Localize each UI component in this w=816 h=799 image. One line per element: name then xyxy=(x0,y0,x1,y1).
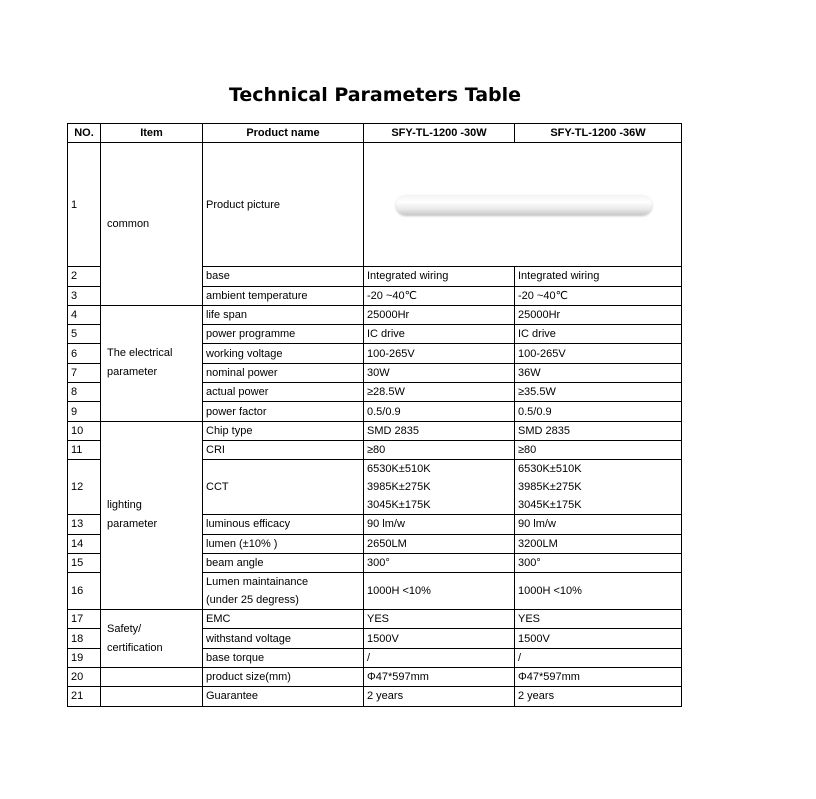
cct-value: 3045K±175K xyxy=(518,499,582,512)
row-no: 4 xyxy=(68,305,101,324)
row-value-36w: IC drive xyxy=(515,325,682,344)
row-param-name: power programme xyxy=(203,325,364,344)
row-value-36w: 2 years xyxy=(515,687,682,706)
category-lighting xyxy=(101,421,203,609)
row-value-30w: 2650LM xyxy=(364,534,515,553)
row-value-30w: YES xyxy=(364,610,515,629)
row-param-name: base torque xyxy=(203,648,364,667)
row-param-name: product size(mm) xyxy=(203,668,364,687)
table-row xyxy=(68,305,682,324)
table-row xyxy=(68,610,682,629)
row-value-36w: 1000H <10% xyxy=(515,573,682,610)
row-no: 6 xyxy=(68,344,101,363)
cct-value: 3985K±275K xyxy=(518,481,582,494)
row-no: 14 xyxy=(68,534,101,553)
category-label-line1: Safety/ xyxy=(107,622,142,635)
cct-value: 3045K±175K xyxy=(367,499,431,512)
cct-value: 6530K±510K xyxy=(518,463,582,476)
category-electrical xyxy=(101,305,203,421)
row-value-36w: 90 lm/w xyxy=(515,515,682,534)
row-no: 18 xyxy=(68,629,101,648)
row-value-30w: 0.5/0.9 xyxy=(364,402,515,421)
header-model-36w: SFY-TL-1200 -36W xyxy=(515,124,682,143)
row-value-36w xyxy=(515,460,682,515)
row-item-empty xyxy=(101,687,203,706)
row-value-30w xyxy=(364,460,515,515)
page-title: Technical Parameters Table xyxy=(228,84,522,106)
row-no: 2 xyxy=(68,267,101,286)
row-value-36w: ≥35.5W xyxy=(515,383,682,402)
row-value-30w: 90 lm/w xyxy=(364,515,515,534)
row-param-name: lumen (±10% ) xyxy=(203,534,364,553)
row-value-36w: Φ47*597mm xyxy=(515,668,682,687)
param-name-line2: (under 25 degress) xyxy=(206,594,299,607)
table-row xyxy=(68,143,682,267)
header-row xyxy=(68,124,682,143)
row-value-30w: 100-265V xyxy=(364,344,515,363)
row-no: 19 xyxy=(68,648,101,667)
row-value-30w: Φ47*597mm xyxy=(364,668,515,687)
category-label-line2: parameter xyxy=(107,366,158,379)
row-value-30w: -20 ~40℃ xyxy=(364,286,515,305)
row-value-36w: ≥80 xyxy=(515,440,682,459)
table-row xyxy=(68,421,682,440)
row-param-name: nominal power xyxy=(203,363,364,382)
category-label: common xyxy=(107,217,150,230)
row-param-name: base xyxy=(203,267,364,286)
row-value-36w: SMD 2835 xyxy=(515,421,682,440)
cct-value: 6530K±510K xyxy=(367,463,431,476)
row-param-name: Chip type xyxy=(203,421,364,440)
row-value-30w: ≥80 xyxy=(364,440,515,459)
row-param-name: actual power xyxy=(203,383,364,402)
row-value-30w: / xyxy=(364,648,515,667)
row-value-36w: -20 ~40℃ xyxy=(515,286,682,305)
row-value-30w: IC drive xyxy=(364,325,515,344)
product-picture-cell xyxy=(364,143,682,267)
header-product-name: Product name xyxy=(203,124,364,143)
row-param-name: life span xyxy=(203,305,364,324)
row-no: 12 xyxy=(68,460,101,515)
category-safety xyxy=(101,610,203,668)
row-value-30w: 1000H <10% xyxy=(364,573,515,610)
row-value-36w: / xyxy=(515,648,682,667)
row-no: 20 xyxy=(68,668,101,687)
row-value-36w: 36W xyxy=(515,363,682,382)
row-no: 13 xyxy=(68,515,101,534)
row-value-36w: Integrated wiring xyxy=(515,267,682,286)
row-no: 16 xyxy=(68,573,101,610)
row-param-name: Product picture xyxy=(203,143,364,267)
row-no: 7 xyxy=(68,363,101,382)
row-value-36w: 3200LM xyxy=(515,534,682,553)
row-param-name xyxy=(203,573,364,610)
row-param-name: luminous efficacy xyxy=(203,515,364,534)
row-param-name: power factor xyxy=(203,402,364,421)
row-no: 9 xyxy=(68,402,101,421)
row-value-36w: 300° xyxy=(515,553,682,572)
row-no: 17 xyxy=(68,610,101,629)
category-label-line1: lighting xyxy=(107,499,142,512)
row-value-30w: 30W xyxy=(364,363,515,382)
row-param-name: CRI xyxy=(203,440,364,459)
row-value-30w: 1500V xyxy=(364,629,515,648)
row-no: 3 xyxy=(68,286,101,305)
table-row xyxy=(68,687,682,706)
row-no: 1 xyxy=(68,143,101,267)
row-param-name: EMC xyxy=(203,610,364,629)
row-value-36w: 1500V xyxy=(515,629,682,648)
header-model-30w: SFY-TL-1200 -30W xyxy=(364,124,515,143)
category-label-line2: parameter xyxy=(107,518,158,531)
row-value-36w: YES xyxy=(515,610,682,629)
header-item: Item xyxy=(101,124,203,143)
row-no: 15 xyxy=(68,553,101,572)
row-value-30w: ≥28.5W xyxy=(364,383,515,402)
row-param-name: Guarantee xyxy=(203,687,364,706)
row-value-30w: Integrated wiring xyxy=(364,267,515,286)
row-value-36w: 25000Hr xyxy=(515,305,682,324)
row-no: 8 xyxy=(68,383,101,402)
row-param-name: withstand voltage xyxy=(203,629,364,648)
led-tube-image xyxy=(396,195,652,215)
row-no: 5 xyxy=(68,325,101,344)
row-param-name: beam angle xyxy=(203,553,364,572)
row-value-30w: 300° xyxy=(364,553,515,572)
row-value-30w: 25000Hr xyxy=(364,305,515,324)
category-common xyxy=(101,143,203,306)
row-param-name: ambient temperature xyxy=(203,286,364,305)
row-no: 11 xyxy=(68,440,101,459)
row-item-empty xyxy=(101,668,203,687)
header-no: NO. xyxy=(68,124,101,143)
row-value-30w: 2 years xyxy=(364,687,515,706)
row-no: 10 xyxy=(68,421,101,440)
category-label-line1: The electrical xyxy=(107,347,173,360)
category-label-line2: certification xyxy=(107,641,163,654)
cct-value: 3985K±275K xyxy=(367,481,431,494)
row-param-name: CCT xyxy=(203,460,364,515)
technical-parameters-table xyxy=(67,123,682,707)
row-value-36w: 0.5/0.9 xyxy=(515,402,682,421)
param-name-line1: Lumen maintainance xyxy=(206,576,309,589)
row-value-36w: 100-265V xyxy=(515,344,682,363)
table-row xyxy=(68,668,682,687)
row-value-30w: SMD 2835 xyxy=(364,421,515,440)
row-no: 21 xyxy=(68,687,101,706)
row-param-name: working voltage xyxy=(203,344,364,363)
